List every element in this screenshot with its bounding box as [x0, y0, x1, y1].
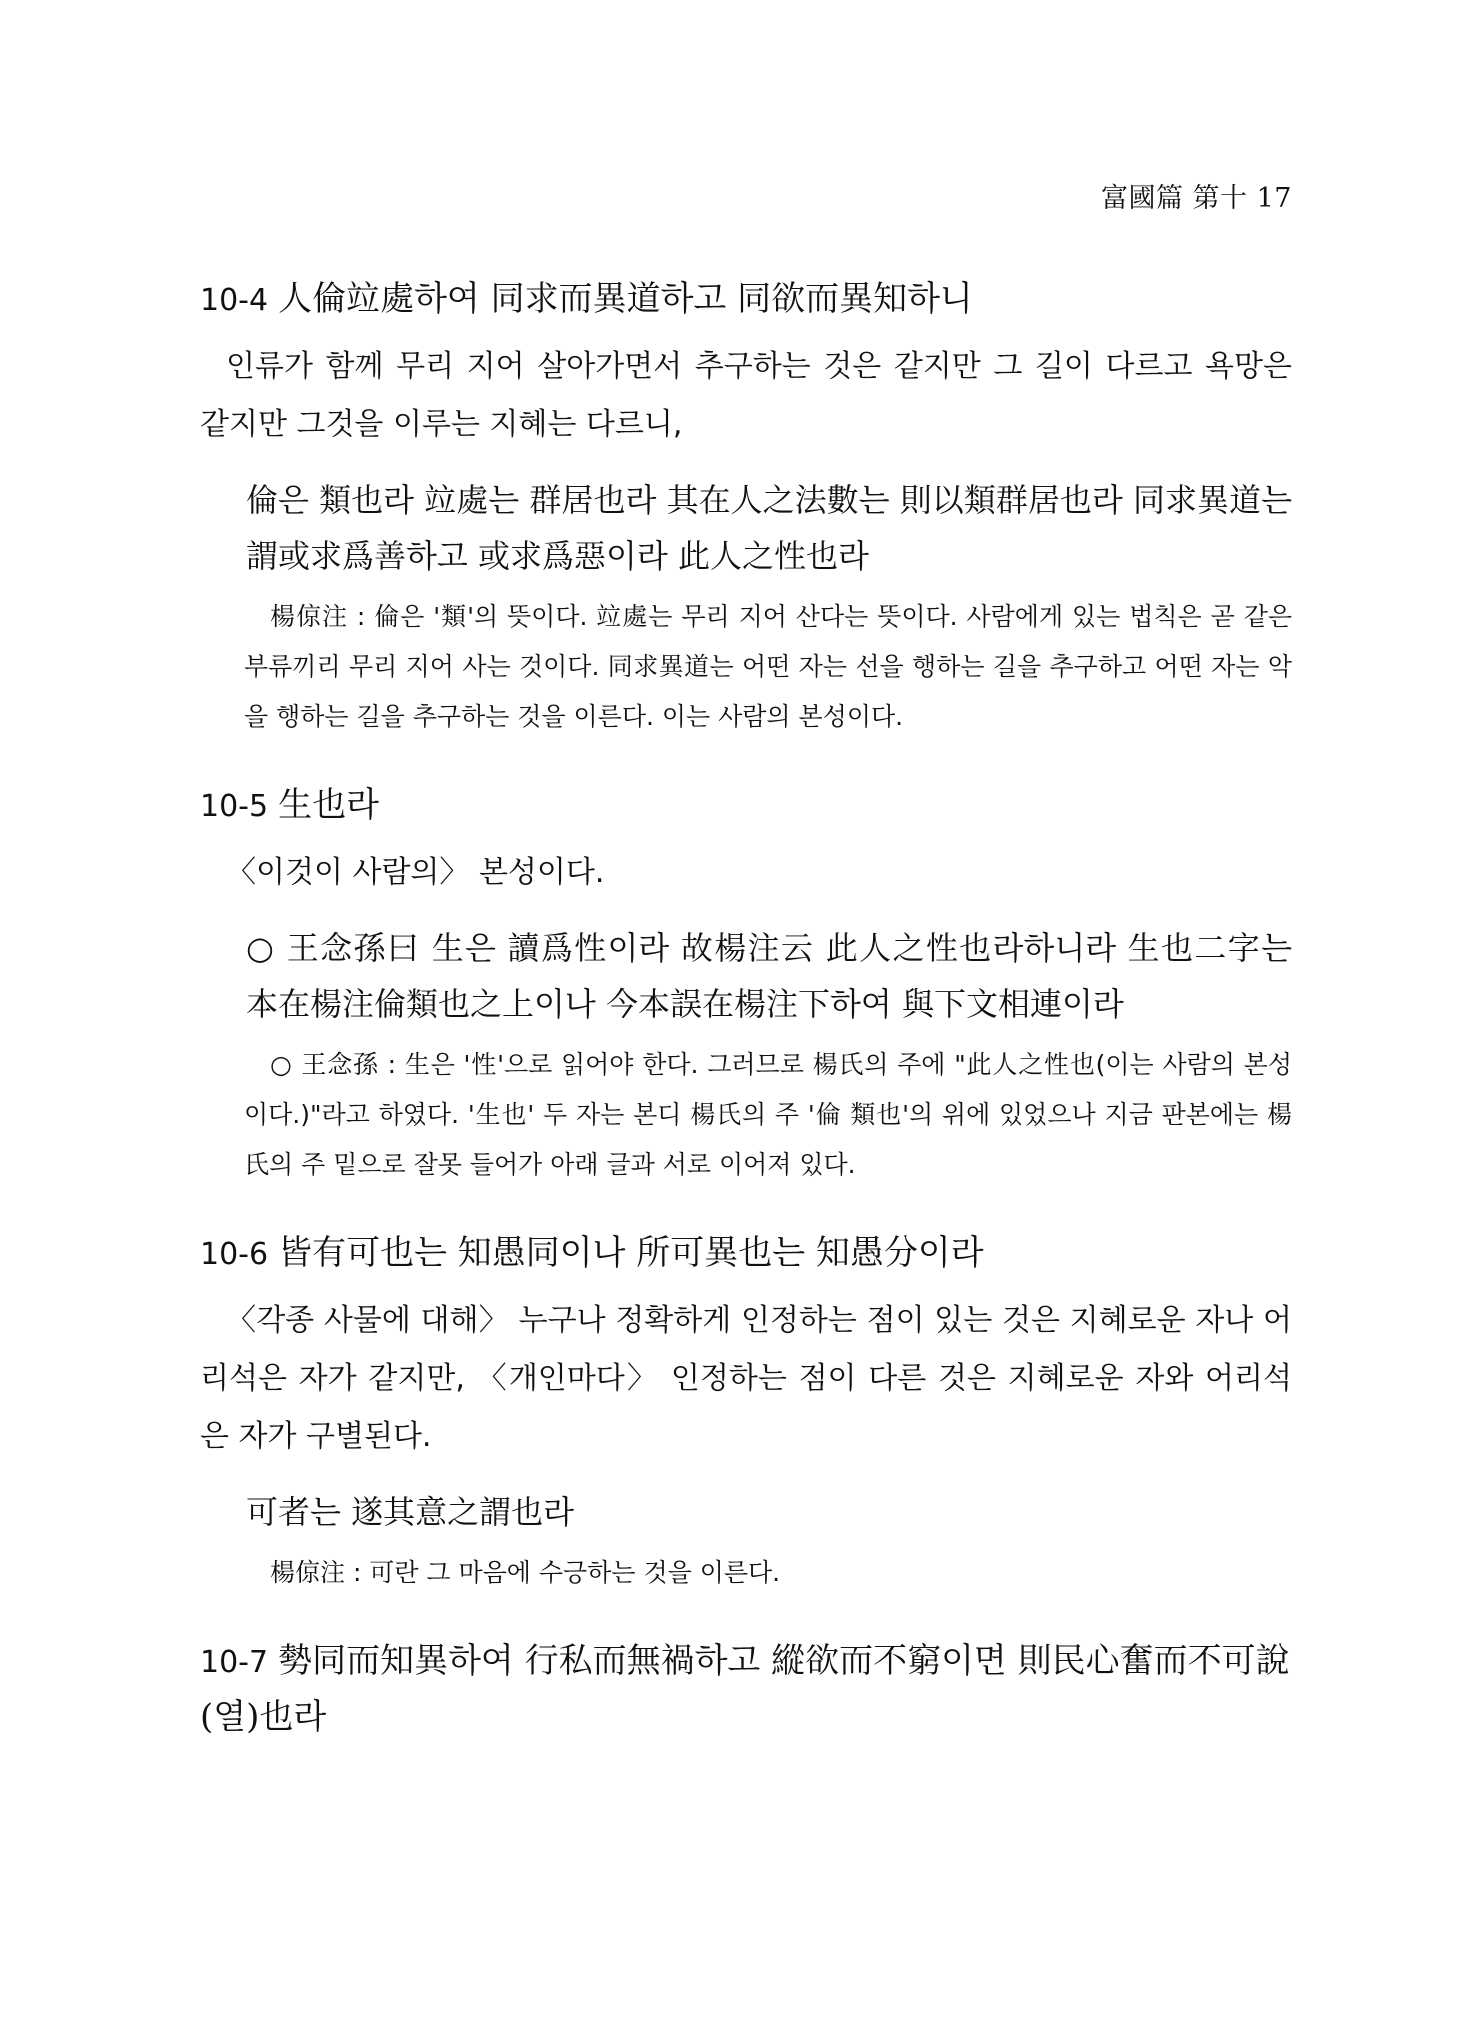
verse-number: 10-5 — [200, 789, 269, 824]
verse-commentary: 楊倞注 : 倫은 '類'의 뜻이다. 竝處는 무리 지어 산다는 뜻이다. 사람에게 있는 법칙은 곧 같은 부류끼리 무리 지어 사는 것이다. 同求異道는 어떤 자는 선을 행하는 길을 추구하고 어떤 자는 악을 행하는 길을 추구하는 것을 이른다. 이는 사람의 본성이다. — [244, 602, 1292, 731]
verse-translation: 〈각종 사물에 대해〉 누구나 정확하게 인정하는 점이 있는 것은 지혜로운 자나 어리석은 자가 같지만, 〈개인마다〉 인정하는 점이 다른 것은 지혜로운 자와 어리석은 자가 구별된다. — [200, 1303, 1292, 1454]
verse-text: 勢同而知異하여 行私而無禍하고 縱欲而不窮이면 則民心奮而不可說(열)也라 — [200, 1641, 1290, 1737]
verse-translation: 인류가 함께 무리 지어 살아가면서 추구하는 것은 같지만 그 길이 다르고 욕망은 같지만 그것을 이루는 지혜는 다르니, — [200, 349, 1292, 442]
running-header: 富國篇 第十 17 — [1100, 183, 1292, 214]
verse-heading — [200, 1226, 1292, 1282]
verse-annotation: 倫은 類也라 竝處는 群居也라 其在人之法數는 則以類群居也라 同求異道는 謂或求爲善하고 或求爲惡이라 此人之性也라 — [246, 481, 1292, 575]
verse-annotation: ○ 王念孫曰 生은 讀爲性이라 故楊注云 此人之性也라하니라 生也二字는 本在楊注倫類也之上이나 今本誤在楊注下하여 與下文相連이라 — [246, 929, 1292, 1023]
verse-heading — [200, 778, 1292, 834]
verse-commentary: 楊倞注 : 可란 그 마음에 수긍하는 것을 이른다. — [270, 1558, 781, 1587]
verse-10-5 — [200, 778, 1292, 1190]
verse-number: 10-4 — [200, 283, 269, 318]
verse-number: 10-6 — [200, 1237, 269, 1272]
verse-10-7 — [200, 1634, 1292, 1744]
verse-translation: 〈이것이 사람의〉 본성이다. — [226, 855, 605, 890]
verse-commentary: ○ 王念孫 : 生은 '性'으로 읽어야 한다. 그러므로 楊氏의 주에 "此人之性也(이는 사람의 본성이다.)"라고 하였다. '生也' 두 자는 본디 楊氏의 주 '倫 類也'의 위에 있었으나 지금 판본에는 楊氏의 주 밑으로 잘못 들어가 아래 글과 서로 이어져 있다. — [244, 1050, 1292, 1179]
verse-annotation: 可者는 遂其意之謂也라 — [246, 1493, 574, 1531]
page-content — [200, 272, 1292, 1770]
verse-text: 人倫竝處하여 同求而異道하고 同欲而異知하니 — [278, 279, 973, 319]
verse-text: 皆有可也는 知愚同이나 所可異也는 知愚分이라 — [278, 1233, 984, 1273]
verse-heading — [200, 272, 1292, 328]
verse-number: 10-7 — [200, 1645, 269, 1680]
verse-text: 生也라 — [278, 785, 379, 825]
verse-10-4 — [200, 272, 1292, 742]
verse-heading — [200, 1634, 1292, 1744]
verse-10-6 — [200, 1226, 1292, 1598]
